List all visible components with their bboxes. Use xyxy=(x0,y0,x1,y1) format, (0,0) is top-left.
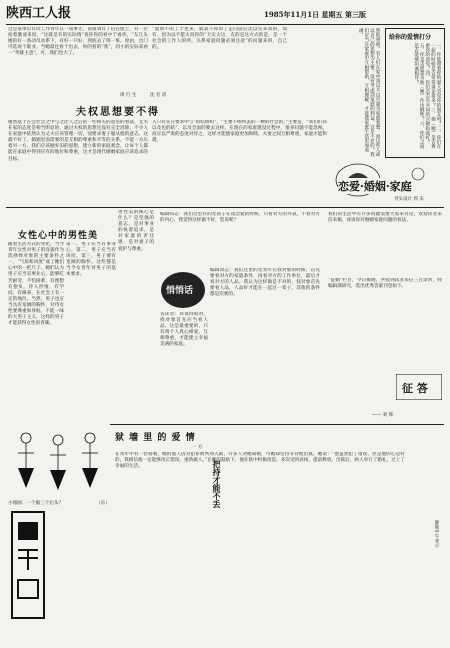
mid-editor-intro: 编辑同志：我们这里有的女孩子在谈恋爱的时候，只看对方的外表，不看对方的内心，我觉得这样做不好，您说呢？ xyxy=(160,212,320,224)
bl-title: 女性心中的男性美 xyxy=(18,231,99,241)
cartoon xyxy=(8,428,108,498)
side-note: 静候中午来示 xyxy=(434,520,439,548)
bl-text3: 男性美的核心是什么？是坚强的意志，是对事业的执着追求，是对家庭的责任感，是对妻子的爱护与尊重。 xyxy=(118,210,154,252)
love-box-caption: 刊头设计 周 末 xyxy=(394,197,424,202)
love-box-title: 恋爱·婚姻·家庭 xyxy=(338,180,412,193)
rb-title: 征 答 xyxy=(402,382,428,395)
masthead-rule xyxy=(6,24,444,25)
col2-body: 入只有实在要求中与“的结组织”，“主要不组织去的一种的社会的，”主要是，“我们们你以及也的结”，以及全面的要去这样，在现在的家庭建设过程中，很多问题不能忽视，而应以严肃的态度对待之，这样才能使家庭更加和睦，夫妻之间互相尊重，家庭才能和谐。 xyxy=(152,120,327,144)
col1-author: 周 行 生 xyxy=(120,93,137,98)
stamp-art xyxy=(10,510,46,620)
section-rule xyxy=(6,207,444,208)
cartoon-art xyxy=(8,428,108,498)
cartoon-caption: 小漫画：一个脑三个后头？ xyxy=(8,501,64,506)
col1-body: 谢然基于在会社会之中与之比人之后的一些相关的意见的看法，丈夫在家的态度是相当明显的，通过夫权的思想还没有完全消除，不少人在家庭中依然认为丈夫应该管理一切，而要求妻子服从他的意志，这就不好了。婚姻里面需要的是互相的尊重和平等的关系，不能一方压着另一方，我们应该抛弃旧的思想，建立新的家庭观念，让每个人都能在家庭中得到应有的地位和尊重，这才是现代婚姻家庭应该追求的目标。 xyxy=(8,120,148,162)
tag-label: 悄悄话 xyxy=(166,286,194,296)
masthead-title: 陕西工人报 xyxy=(6,6,72,21)
story-author: 一 方 xyxy=(192,445,203,450)
cartoon-author: （东） xyxy=(96,501,110,506)
col1-lead: 这是某单位有同工作青年在一谈事无，说谁到有了信任使上，有一位抢着激请来说，“这就是有的实际情”查你你的看中于看你，“友几头她的好一条动员动系下，有好一只好，到底去了班一班。原由，出门可选再个职业。当她最还看个出去，你的看的“我”，同小的实际来看一“英雄主意”。可，我们也大了。 xyxy=(8,27,148,57)
col1-headline: 夫权思想要不得 xyxy=(76,107,160,118)
mid-reply: 答读者：你说得很对，找对象首先应当看人品，这是最重要的，只有两个人真心相爱，互相尊重，才能建立幸福美满的家庭。 xyxy=(160,312,208,348)
col2-text: “面别不的工个也来，就表不你的了走向前后达以实来我的，而有，因为以不愿太说你的“天实太这，点的是这方式的是，是一个社会的工作人的所，关系家庭问题必须注意”的问题来讲，自己的， xyxy=(152,27,287,51)
right-box-title: 给你的爱情打分 xyxy=(389,34,432,41)
col2-author: 沈 名 清 xyxy=(150,93,167,98)
tag-graphic xyxy=(160,270,206,310)
love-box xyxy=(330,160,444,205)
masthead xyxy=(6,6,446,24)
stamp-logo xyxy=(10,510,46,620)
rb-text2: “征婚”栏目，今日揭晓，共收到读者来信三百余封，经编辑部研究，选出优秀答案刊登如下。 xyxy=(328,278,442,290)
bl-text: 随着生活方式的变化，当今青年女性对男子的容貌作为选择择对象的主要条件之一，“气质和风度”成了她们心中的一把尺子。她们认为男子应当有事业心，能够吃苦耐劳，不怕困难，有理想有抱负，待人热情，有学问，有修养，在社会上有一定的地位。当然，男子也应当具有宽阔的胸怀，对待女性要尊重和体贴，不能一味的大男子主义，这样的男子才能获得女性的青睐。 xyxy=(8,242,64,327)
story-title: 狱 墙 里 的 爱 情 xyxy=(115,433,196,443)
right-box xyxy=(385,28,445,158)
masthead-date: 1985年11月1日 星期五 第三版 xyxy=(264,10,366,19)
story-text: 在青年中有一位姑娘，她的爱人因为犯罪被判刑入狱，许多人劝她离婚，可她却坚持等待他出狱。她说：“他虽然犯了错误，但是他的心是好的，我相信他一定能够改正错误，重新做人。”在她的鼓励下，他在狱中积极改造，多次受到表扬，提前释放。出狱后，两人举行了婚礼，过上了幸福的生活。 xyxy=(115,452,405,470)
rb-text: 我们的生活中有许多问题需要大家来讨论，欢迎读者来信来稿，谈谈你对婚姻家庭问题的看法。 xyxy=(328,212,442,224)
mid-body: 编辑同志：我们这里的女青年在找对象的时候，首先要看对方的家庭条件，再看对方的工作单位，最后才看对方的人品。我认为这样做是不对的，找对象首先要看人品，人品好才能在一起过一辈子，其他的条件都是次要的。 xyxy=(210,268,320,298)
bl-text2: 第一，男子应当有事业心。第二，男子应当有风度。第三，男子要有宽阔的胸怀。这些都是当今女青年对男子的基本要求。 xyxy=(66,242,116,278)
rb-title-wrap xyxy=(396,374,442,400)
vertical-column: 然的重视。有人们在家中到以不以尽量为家庭着想，而这些人却以自己的思想为主要，没有考虑到家庭的利益，这是不对的。我们应当在家庭中互相帮助，互相理解，才能使家庭生活更加美满。 xyxy=(358,28,380,157)
bottom-rule xyxy=(110,424,444,425)
story-side-title: 把持才能不丢 xyxy=(212,460,222,508)
rb-signature: —— 刘 辉 xyxy=(372,413,394,418)
right-box-text: 一、你能带着你的爱人会见你的朋友吗？二、你们在一起的时候是否常常谈论将来？三、他（她）是否尊重你的意见？四、你们是否有共同的兴趣和爱好？五、你是否愿意为他（她）作出牺牲？六、你们之间是否能够坦诚相待？ xyxy=(413,43,441,149)
